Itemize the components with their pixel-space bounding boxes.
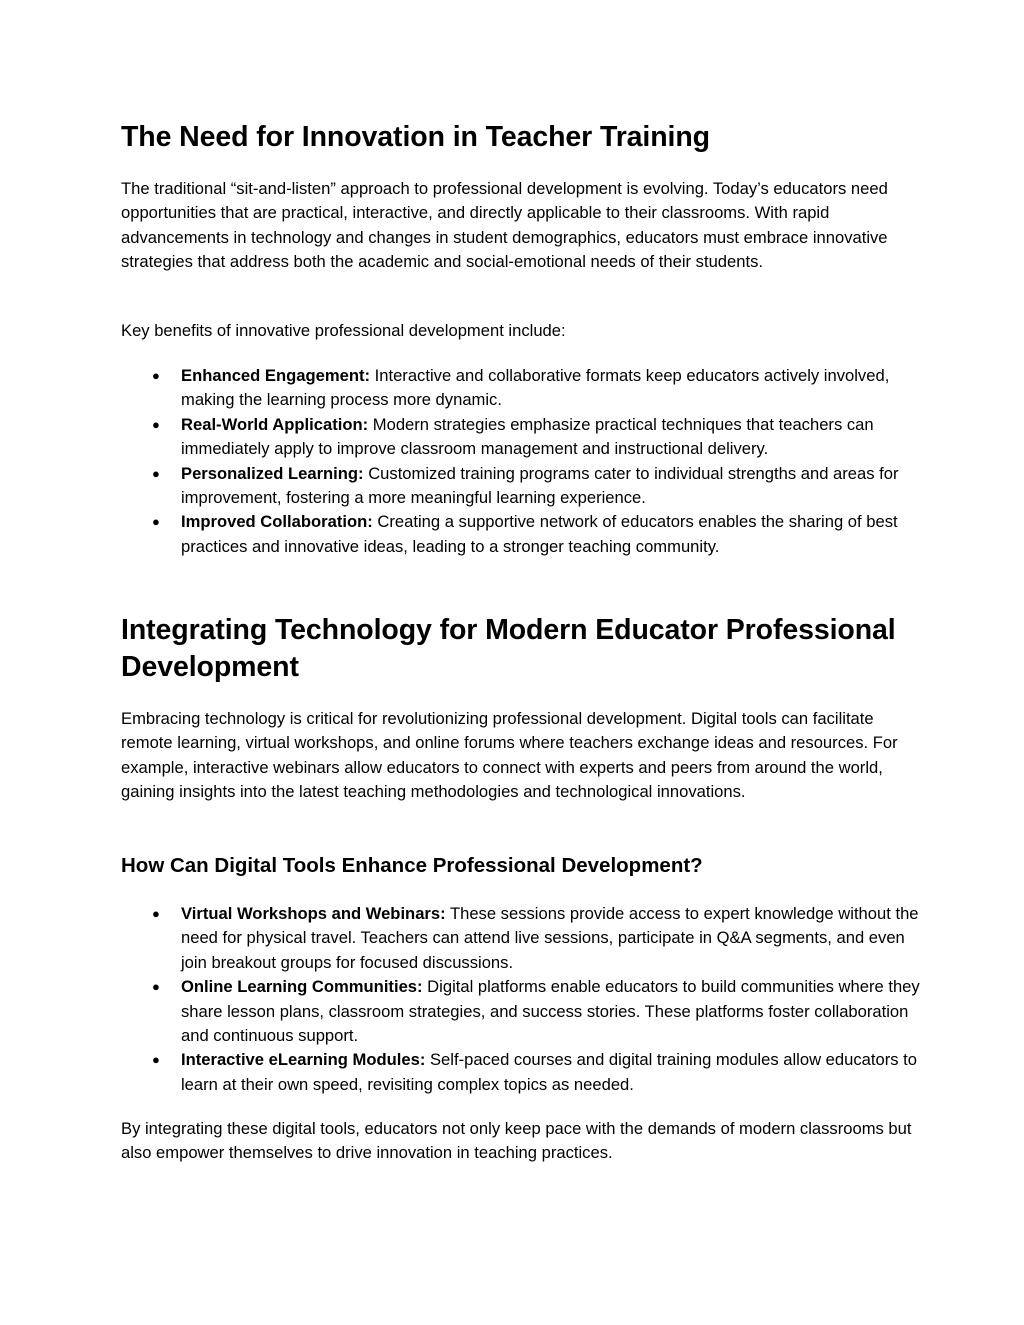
list-item-text: Customized training programs cater to individual strengths and areas for improvement, fostering a more meaningful learning experience. xyxy=(181,463,899,508)
list-item-term: Improved Collaboration: xyxy=(181,512,373,532)
bullet-icon: ● xyxy=(152,1052,160,1068)
heading-need-for-innovation: The Need for Innovation in Teacher Training xyxy=(121,121,710,153)
bullet-icon: ● xyxy=(152,368,160,383)
list-item-term: Personalized Learning: xyxy=(181,463,364,483)
list-item xyxy=(121,975,921,1048)
bullet-icon: ● xyxy=(152,465,160,481)
bullet-icon: ● xyxy=(152,979,160,995)
list-item xyxy=(121,902,921,975)
list-item-term: Interactive eLearning Modules: xyxy=(181,1050,426,1070)
list-item-text: Interactive and collaborative formats keep educators actively involved, making the learning process more dynamic. xyxy=(181,366,890,410)
list-item-text: Modern strategies emphasize practical techniques that teachers can immediately apply to improve classroom management and instructional delivery. xyxy=(181,414,874,459)
list-item xyxy=(121,1048,921,1097)
list-item xyxy=(121,510,921,559)
list-item-term: Enhanced Engagement: xyxy=(181,366,371,385)
list-item xyxy=(121,462,921,511)
digital-tools-list xyxy=(121,902,921,1097)
list-item-term: Real-World Application: xyxy=(181,414,369,434)
intro-paragraph: The traditional “sit-and-listen” approach to professional development is evolving. Today’s educators need opportunities that are practical, interactive, and directly applicable to their classrooms. With rapid advancements in technology and changes in student demographics, educators must embrace innovative strategies that address both the academic and social-emotional needs of their students. xyxy=(121,179,888,272)
list-item-text: These sessions provide access to expert knowledge without the need for physical travel. Teachers can attend live sessions, participate in Q&A segments, and even join breakout groups for focused discussions. xyxy=(181,904,919,972)
list-item xyxy=(121,413,921,462)
bullet-icon: ● xyxy=(152,906,160,921)
list-item xyxy=(121,364,921,413)
benefits-lead-paragraph: Key benefits of innovative professional development include: xyxy=(121,321,566,340)
conclusion-paragraph: By integrating these digital tools, educators not only keep pace with the demands of modern classrooms but also empower themselves to drive innovation in teaching practices. xyxy=(121,1119,912,1163)
list-item-term: Online Learning Communities: xyxy=(181,977,423,997)
subheading-digital-tools: How Can Digital Tools Enhance Professional Development? xyxy=(121,854,703,877)
list-item-text: Digital platforms enable educators to build communities where they share lesson plans, classroom strategies, and success stories. These platforms foster collaboration and continuous support. xyxy=(181,977,920,1046)
bullet-icon: ● xyxy=(152,416,160,432)
technology-paragraph: Embracing technology is critical for revolutionizing professional development. Digital tools can facilitate remote learning, virtual workshops, and online forums where teachers exchange ideas and resources. For example, interactive webinars allow educators to connect with experts and peers from around the world, gaining insights into the latest teaching methodologies and technological innovations. xyxy=(121,709,898,802)
list-item-text: Self-paced courses and digital training modules allow educators to learn at their own speed, revisiting complex topics as needed. xyxy=(181,1050,917,1094)
bullet-icon: ● xyxy=(152,514,160,530)
list-item-text: Creating a supportive network of educators enables the sharing of best practices and innovative ideas, leading to a stronger teaching community. xyxy=(181,512,898,556)
heading-integrating-technology: Integrating Technology for Modern Educator Professional Development xyxy=(121,614,896,683)
benefits-list xyxy=(121,364,921,559)
list-item-term: Virtual Workshops and Webinars: xyxy=(181,904,446,923)
